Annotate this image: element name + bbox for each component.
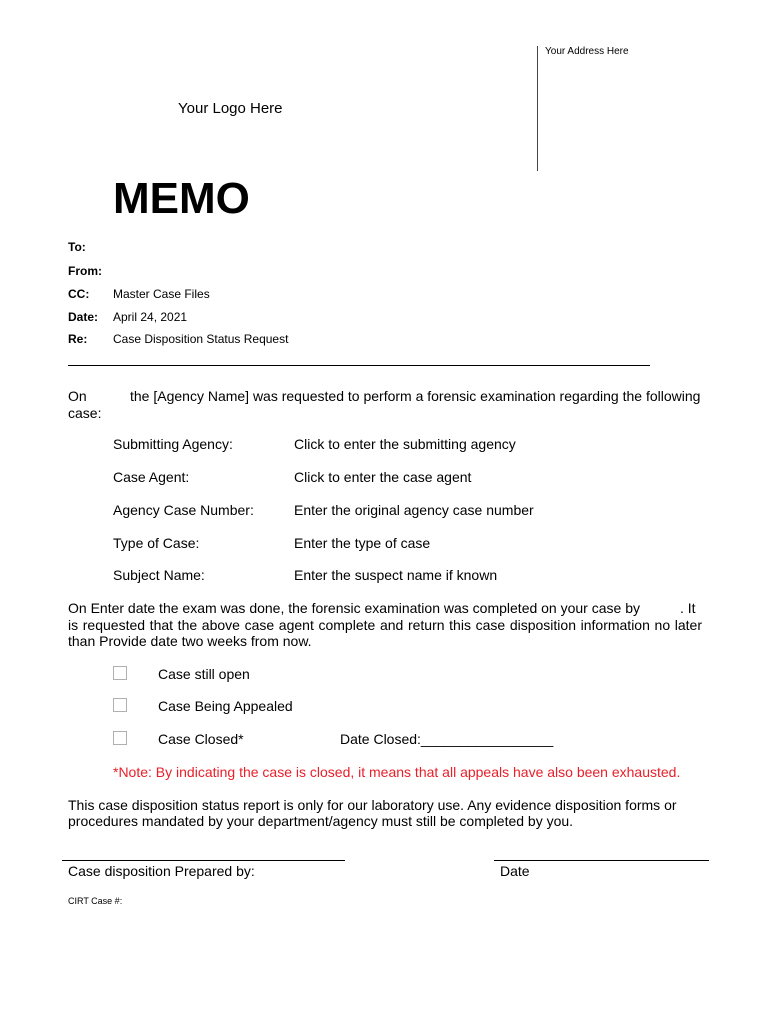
case-closed-label: Case Closed* (158, 731, 244, 747)
signature-date-label: Date (500, 863, 530, 879)
prepared-by-label: Case disposition Prepared by: (68, 863, 255, 879)
case-agent-field[interactable]: Click to enter the case agent (294, 469, 472, 485)
submitting-agency-field[interactable]: Click to enter the submitting agency (294, 436, 516, 452)
cc-label: CC: (68, 287, 90, 301)
type-of-case-label: Type of Case: (113, 535, 200, 551)
date-value[interactable]: April 24, 2021 (113, 310, 188, 324)
date-label: Date: (68, 310, 99, 324)
logo-placeholder: Your Logo Here (178, 100, 283, 117)
intro-line-2: case: (68, 405, 102, 421)
prepared-by-signature-line[interactable] (62, 860, 345, 861)
re-label: Re: (68, 332, 88, 346)
type-of-case-field[interactable]: Enter the type of case (294, 535, 431, 551)
request-line-1-end: . It (680, 600, 696, 616)
intro-on: On (68, 388, 87, 404)
from-label: From: (68, 264, 102, 278)
request-line-1: On Enter date the exam was done, the forensic examination was completed on your case by (68, 600, 640, 616)
header-rule (68, 365, 650, 366)
agency-case-number-field[interactable]: Enter the original agency case number (294, 502, 534, 518)
subject-name-label: Subject Name: (113, 567, 205, 583)
subject-name-field[interactable]: Enter the suspect name if known (294, 567, 498, 583)
address-placeholder: Your Address Here (545, 46, 629, 57)
request-line-3: than Provide date two weeks from now. (68, 633, 312, 649)
cirt-case-number: CIRT Case #: (68, 896, 123, 906)
case-still-open-label: Case still open (158, 666, 250, 682)
date-closed-field[interactable]: Date Closed:_________________ (340, 731, 554, 747)
disclaimer-line-2: procedures mandated by your department/agency must still be completed by you. (68, 813, 574, 829)
agency-case-number-label: Agency Case Number: (113, 502, 254, 518)
letterhead-divider (537, 46, 538, 171)
date-signature-line[interactable] (494, 860, 709, 861)
case-still-open-checkbox[interactable] (113, 666, 127, 680)
disclaimer-line-1: This case disposition status report is only for our laboratory use. Any evidence disposition forms or (68, 797, 677, 813)
closure-note: *Note: By indicating the case is closed, it means that all appeals have also been exhausted. (113, 764, 681, 780)
cc-value[interactable]: Master Case Files (113, 287, 210, 301)
case-being-appealed-checkbox[interactable] (113, 698, 127, 712)
case-being-appealed-label: Case Being Appealed (158, 698, 293, 714)
memo-title: MEMO (113, 174, 250, 223)
intro-line-1: the [Agency Name] was requested to perform a forensic examination regarding the following (130, 388, 701, 404)
submitting-agency-label: Submitting Agency: (113, 436, 233, 452)
to-label: To: (68, 240, 86, 254)
re-value[interactable]: Case Disposition Status Request (113, 332, 289, 346)
case-closed-checkbox[interactable] (113, 731, 127, 745)
case-agent-label: Case Agent: (113, 469, 190, 485)
request-line-2: is requested that the above case agent complete and return this case disposition information no later (68, 617, 702, 633)
